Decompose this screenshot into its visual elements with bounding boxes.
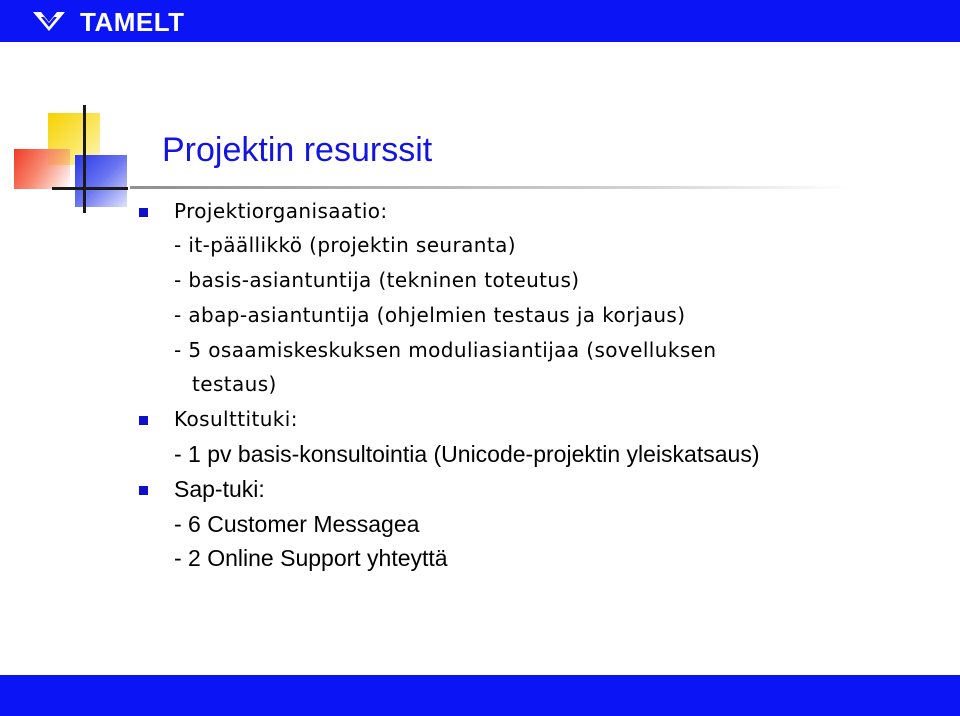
- vertical-line: [83, 105, 86, 213]
- list-item: - basis-asiantuntija (tekninen toteutus): [174, 268, 580, 292]
- bullet-icon: [139, 208, 148, 217]
- brand-name: TAMELT: [80, 7, 185, 37]
- horizontal-line: [52, 187, 128, 190]
- decorative-squares: [0, 95, 160, 225]
- list-item: - 1 pv basis-konsultointia (Unicode-projektin yleiskatsaus): [174, 441, 760, 467]
- list-item: - abap-asiantuntija (ohjelmien testaus ja korjaus): [174, 303, 686, 327]
- wings-logo-icon: [32, 9, 66, 33]
- bullet-icon: [139, 416, 148, 425]
- bullet-icon: [139, 486, 148, 495]
- title-underline: [130, 186, 850, 189]
- header-bar: [0, 0, 960, 42]
- list-item: - 5 osaamiskeskuksen moduliasiantijaa (sovelluksen: [174, 338, 717, 362]
- bullet-heading: Projektiorganisaatio:: [174, 199, 388, 223]
- list-item: - 2 Online Support yhteyttä: [174, 545, 448, 571]
- bullet-heading: Sap-tuki:: [174, 476, 265, 502]
- list-item: - 6 Customer Messagea: [174, 511, 420, 537]
- list-item: testaus): [192, 372, 277, 396]
- list-item: - it-päällikkö (projektin seuranta): [174, 233, 516, 257]
- slide-title: Projektin resurssit: [162, 131, 433, 169]
- bullet-heading: Kosulttituki:: [174, 407, 298, 431]
- footer-bar: [0, 675, 960, 716]
- red-square: [14, 149, 70, 189]
